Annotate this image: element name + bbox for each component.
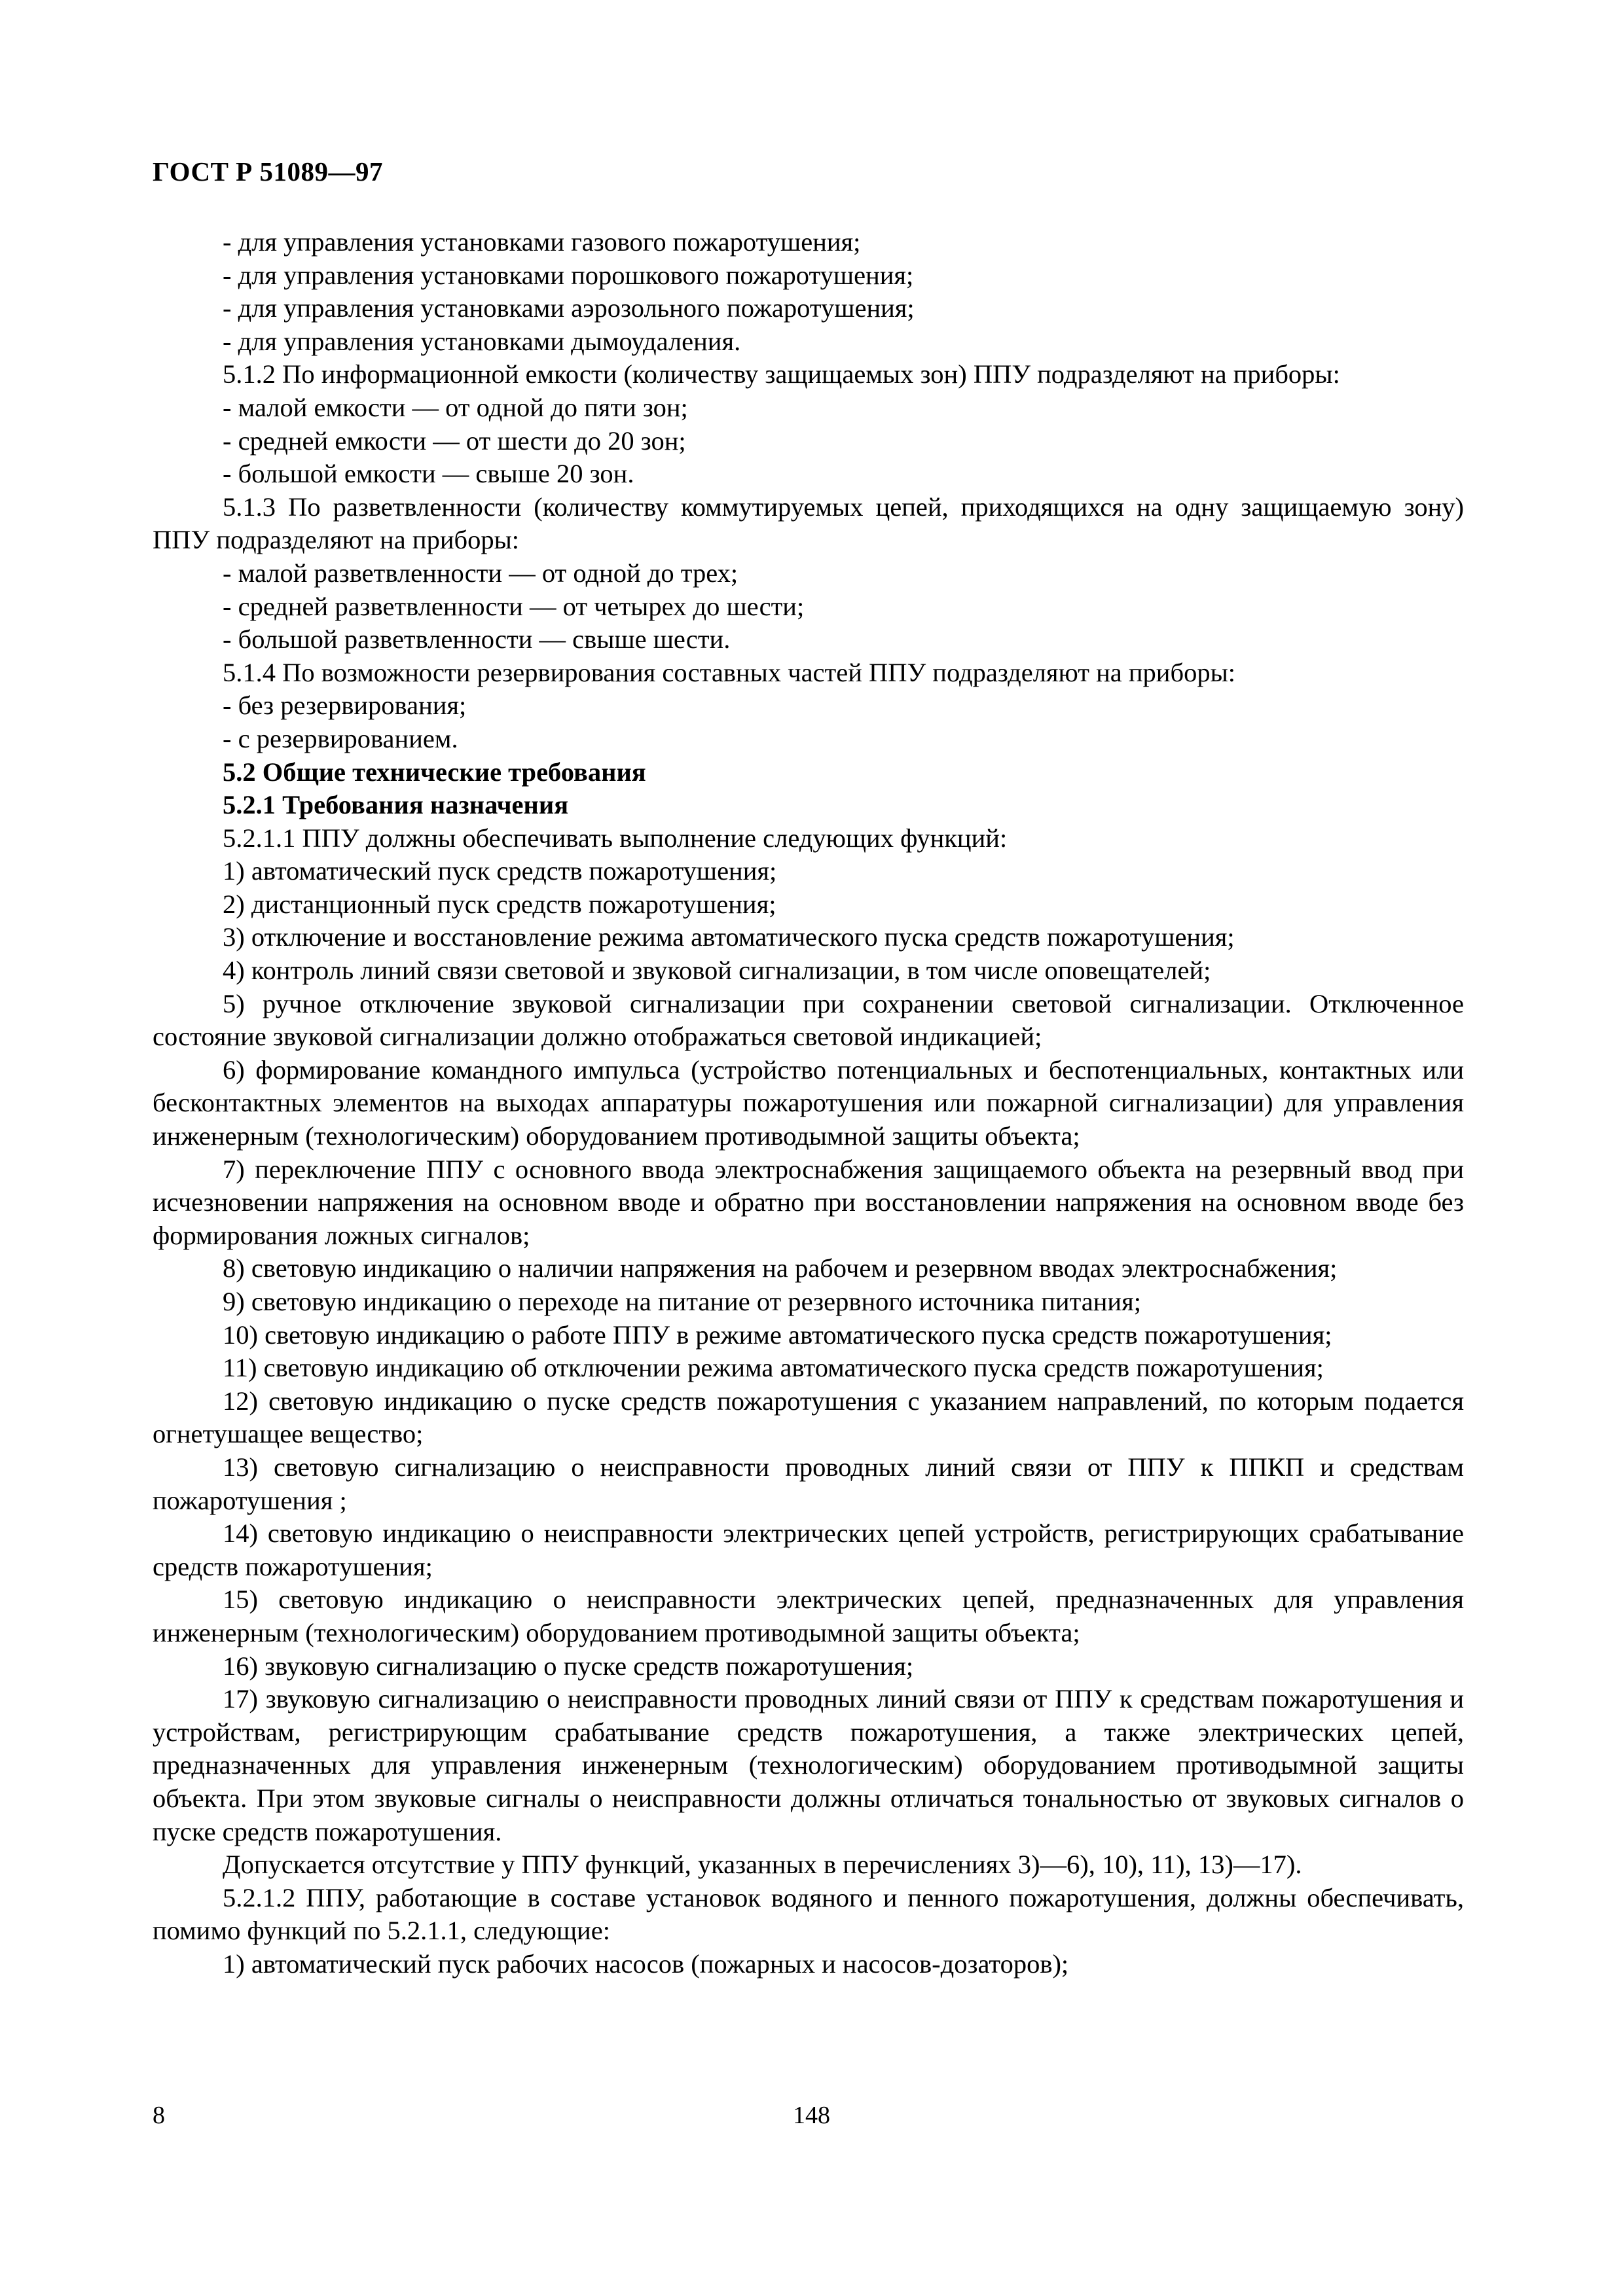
section-heading: 5.2.1 Требования назначения [223, 790, 569, 820]
paragraph: 1) автоматический пуск средств пожаротушения; [223, 856, 777, 886]
list-item: - средней емкости — от шести до 20 зон; [223, 425, 686, 456]
list-item: - малой разветвленности — от одной до трех; [223, 558, 739, 588]
list-item: - малой емкости — от одной до пяти зон; [223, 392, 688, 422]
paragraph: 1) автоматический пуск рабочих насосов (пожарных и насосов-дозаторов); [223, 1948, 1069, 1979]
paragraph: 12) световую индикацию о пуске средств пожаротушения с указанием направлений, по которым подается огнетушащее вещество; [153, 1386, 1464, 1449]
document-body [153, 226, 1464, 1981]
list-item: - с резервированием. [223, 723, 458, 753]
paragraph: 16) звуковую сигнализацию о пуске средств пожаротушения; [223, 1651, 914, 1681]
paragraph: 3) отключение и восстановление режима автоматического пуска средств пожаротушения; [223, 922, 1235, 952]
paragraph: 5.1.4 По возможности резервирования составных частей ППУ подразделяют на приборы: [223, 657, 1236, 687]
list-item: - средней разветвленности — от четырех до шести; [223, 591, 805, 621]
paragraph: 17) звуковую сигнализацию о неисправности проводных линий связи от ППУ к средствам пожаротушения и устройствам, регистрирующим срабатывание средств пожаротушения, а также электрических цепей, предназначенных для управления инженерным (технологическим) оборудованием противодымной защиты объекта. При этом звуковые сигналы о неисправности должны отличаться тональностью от звуковых сигналов о пуске средств пожаротушения. [153, 1684, 1464, 1846]
paragraph: 7) переключение ППУ с основного ввода электроснабжения защищаемого объекта на резервный ввод при исчезновении напряжения на основном вводе и обратно при восстановлении напряжения на основном вводе без формирования ложных сигналов; [153, 1154, 1464, 1250]
document-code-header: ГОСТ Р 51089—97 [153, 156, 383, 187]
list-item: - большой емкости — свыше 20 зон. [223, 459, 634, 489]
list-item: - для управления установками порошкового пожаротушения; [223, 260, 914, 290]
list-item: - для управления установками дымоудаления. [223, 326, 741, 356]
sequential-page-number: 148 [793, 2102, 830, 2129]
paragraph: 5) ручное отключение звуковой сигнализации при сохранении световой сигнализации. Отключенное состояние звуковой сигнализации должно отображаться световой индикацией; [153, 988, 1464, 1052]
paragraph: 10) световую индикацию о работе ППУ в режиме автоматического пуска средств пожаротушения; [223, 1319, 1332, 1350]
paragraph: 8) световую индикацию о наличии напряжения на рабочем и резервном вводах электроснабжения; [223, 1253, 1338, 1283]
page-number: 8 [153, 2102, 165, 2129]
paragraph: 2) дистанционный пуск средств пожаротушения; [223, 889, 776, 919]
paragraph: 14) световую индикацию о неисправности электрических цепей устройств, регистрирующих срабатывание средств пожаротушения; [153, 1518, 1464, 1581]
list-item: - для управления установками аэрозольного пожаротушения; [223, 293, 915, 323]
paragraph: 15) световую индикацию о неисправности электрических цепей, предназначенных для управления инженерным (технологическим) оборудованием противодымной защиты объекта; [153, 1585, 1464, 1647]
paragraph: 5.2.1.2 ППУ, работающие в составе установок водяного и пенного пожаротушения, должны обеспечивать, помимо функций по 5.2.1.1, следующие: [153, 1882, 1464, 1946]
section-heading: 5.2 Общие технические требования [223, 757, 646, 787]
paragraph: 9) световую индикацию о переходе на питание от резервного источника питания; [223, 1287, 1141, 1316]
list-item: - для управления установками газового пожаротушения; [223, 227, 861, 257]
paragraph: 5.2.1.1 ППУ должны обеспечивать выполнение следующих функций: [223, 823, 1008, 853]
paragraph: 13) световую сигнализацию о неисправности проводных линий связи от ППУ к ППКП и средствам пожаротушения ; [153, 1452, 1464, 1515]
paragraph: 5.1.3 По разветвленности (количеству коммутируемых цепей, приходящихся на одну защищаемую зону) ППУ подразделяют на приборы: [153, 492, 1464, 555]
paragraph: 4) контроль линий связи световой и звуковой сигнализации, в том числе оповещателей; [223, 956, 1211, 986]
paragraph: Допускается отсутствие у ППУ функций, указанных в перечислениях 3)—6), 10), 11), 13)—17). [223, 1850, 1302, 1880]
paragraph: 11) световую индикацию об отключении режима автоматического пуска средств пожаротушения; [223, 1353, 1324, 1383]
paragraph: 6) формирование командного импульса (устройство потенциальных и беспотенциальных, контактных или бесконтактных элементов на выходах аппаратуры пожаротушения или пожарной сигнализации) для управления инженерным (технологическим) оборудованием противодымной защиты объекта; [153, 1054, 1464, 1151]
paragraph: 5.1.2 По информационной емкости (количеству защищаемых зон) ППУ подразделяют на приборы: [223, 359, 1340, 389]
list-item: - без резервирования; [223, 691, 467, 721]
list-item: - большой разветвленности — свыше шести. [223, 624, 731, 655]
